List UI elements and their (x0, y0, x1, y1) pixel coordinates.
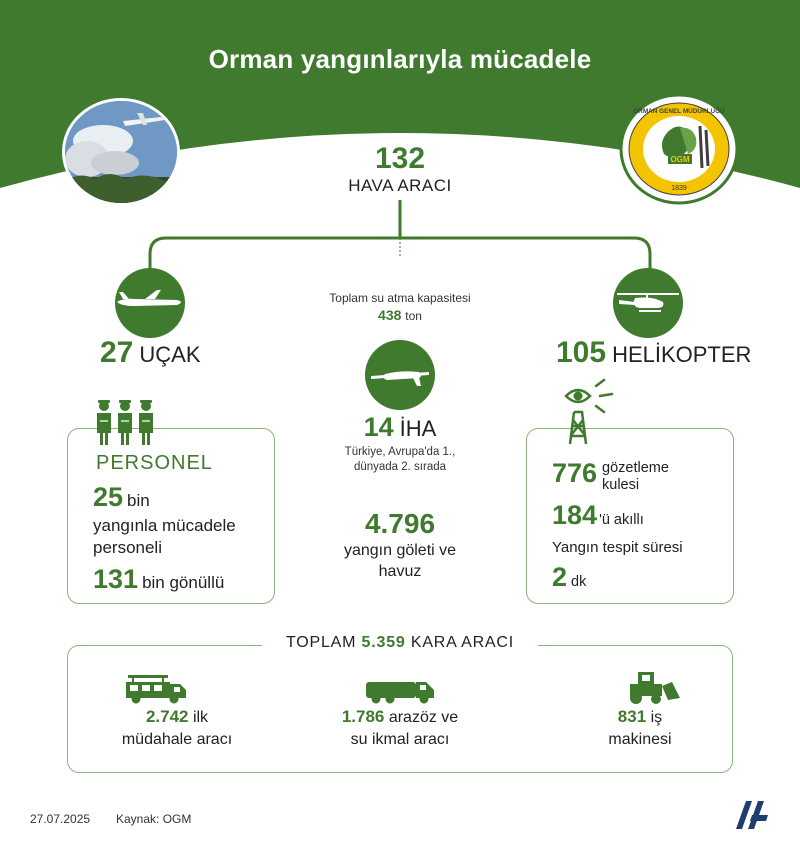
water-capacity-number: 438 (378, 307, 402, 323)
volunteer-count-unit: bin gönüllü (142, 573, 225, 592)
water-tanker-icon (364, 676, 436, 706)
helicopter-circle (613, 268, 683, 338)
watchtower-icon (560, 376, 616, 446)
detection-time-number: 2 (552, 562, 568, 592)
aa-agency-logo (734, 797, 770, 831)
smart-tower-number: 184 (552, 500, 598, 530)
pond-label-line1: yangın göleti ve (343, 542, 457, 559)
publish-date: 27.07.2025 (30, 812, 91, 826)
source-label: Kaynak: OGM (116, 812, 192, 826)
air-vehicle-label: HAVA ARACI (348, 176, 452, 195)
water-supply-count: 1.786 (341, 707, 385, 726)
water-supply-text1: arazöz ve (388, 709, 459, 726)
uav-count-number: 14 (363, 412, 394, 442)
water-capacity-label: Toplam su atma kapasitesi (329, 291, 471, 305)
detection-time-unit: dk (571, 574, 587, 590)
uav-icon (365, 340, 435, 410)
fire-truck-icon (124, 672, 188, 704)
personnel-title: PERSONEL (96, 452, 213, 474)
helicopter-count-number: 105 (556, 336, 607, 369)
smart-tower-suffix: 'ü akıllı (599, 512, 644, 528)
ground-vehicles-title (262, 634, 538, 652)
staff-count-number: 25 (93, 482, 124, 512)
detection-time-label: Yangın tespit süresi (552, 539, 683, 556)
tower-label-line2: kulesi (602, 477, 640, 493)
personnel-icon (94, 399, 156, 447)
water-capacity-value (290, 307, 510, 323)
volunteer-count (93, 564, 224, 595)
staff-label-line2: personeli (93, 538, 162, 557)
uav-circle (365, 340, 435, 410)
helicopter-count-label: HELİKOPTER (612, 342, 752, 367)
first-response-text2: müdahale aracı (121, 731, 233, 748)
staff-count (93, 482, 150, 513)
smart-tower-count (552, 500, 644, 531)
plane-circle (115, 268, 185, 338)
plane-count-number: 27 (100, 336, 134, 369)
work-machine-count: 831 (617, 707, 647, 726)
volunteer-count-number: 131 (93, 564, 139, 594)
ground-title-pre: TOPLAM (285, 634, 357, 651)
helicopter-count (556, 336, 751, 370)
plane-count-label: UÇAK (139, 342, 201, 367)
water-supply-vehicles (320, 706, 480, 751)
tower-label-line1: gözetleme (602, 460, 669, 476)
page-title: Orman yangınlarıyla mücadele (208, 44, 592, 74)
work-machines (580, 706, 700, 751)
pond-label-line2: havuz (378, 563, 422, 580)
ground-title-post: KARA ARACI (410, 634, 514, 651)
air-vehicle-total: 132 (374, 142, 426, 175)
staff-count-unit: bin (127, 491, 150, 510)
uav-ranking-line1: Türkiye, Avrupa'da 1., (344, 446, 456, 458)
uav-ranking-line2: dünyada 2. sırada (353, 461, 447, 473)
first-response-count: 2.742 (145, 707, 189, 726)
detection-time (552, 562, 586, 593)
pond-count: 4.796 (364, 508, 436, 539)
bulldozer-icon (622, 668, 682, 706)
plane-count (100, 336, 201, 370)
ground-title-number: 5.359 (361, 634, 406, 651)
work-machine-text1: iş (650, 709, 663, 726)
water-capacity-unit: ton (405, 309, 422, 323)
uav-count-label: İHA (399, 416, 437, 441)
first-response-text1: ilk (192, 709, 209, 726)
water-supply-text2: su ikmal aracı (350, 731, 450, 748)
plane-icon (115, 268, 185, 338)
logo-abbr: OGM (670, 155, 690, 164)
logo-year: 1839 (671, 185, 687, 192)
work-machine-text2: makinesi (608, 731, 672, 748)
logo-ring-text: ORMAN GENEL MÜDÜRLÜĞÜ (633, 108, 725, 115)
tower-count: 776 (552, 458, 598, 488)
helicopter-icon (613, 268, 683, 338)
first-response-vehicles (97, 706, 257, 751)
staff-label-line1: yangınla mücadele (93, 516, 236, 535)
